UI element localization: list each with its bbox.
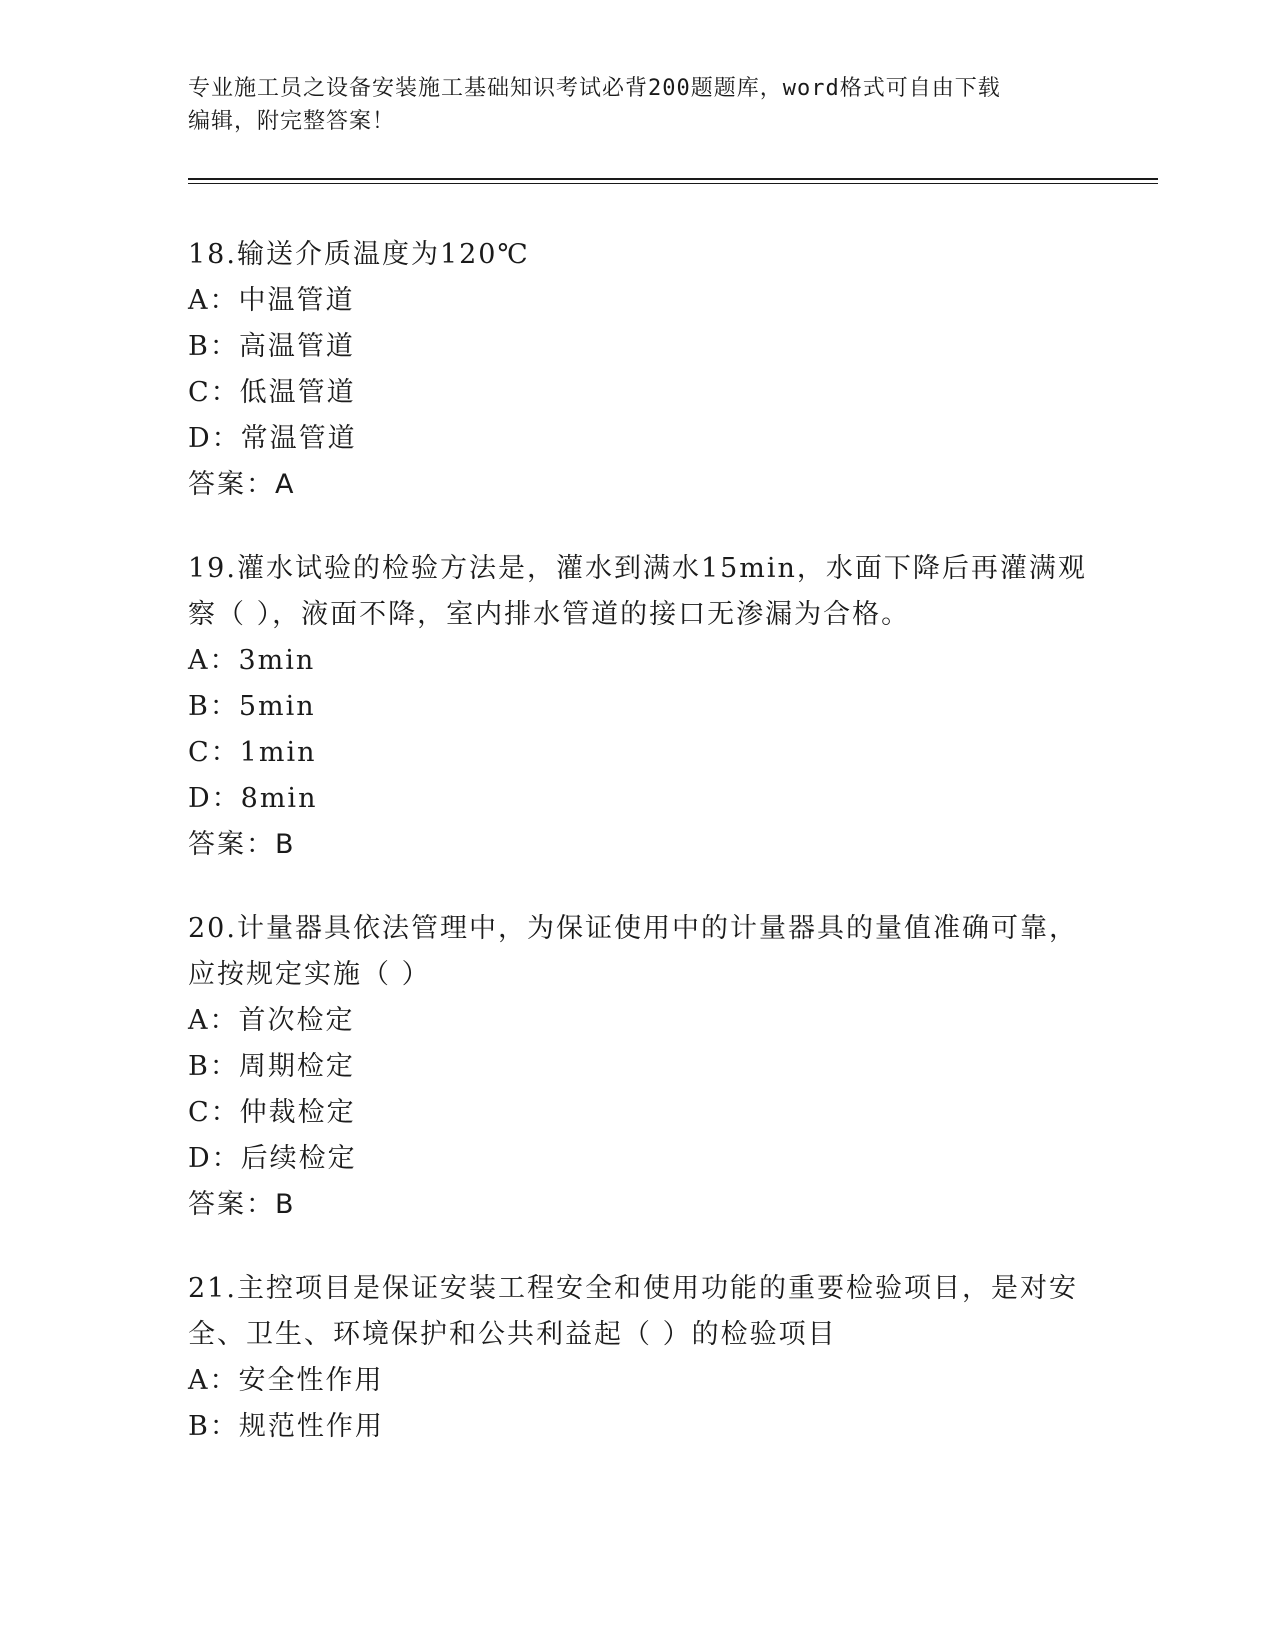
option-a: A：3min — [188, 645, 316, 676]
option-d: D：常温管道 — [188, 423, 357, 454]
option-c: C：低温管道 — [188, 377, 356, 408]
answer: 答案：A — [188, 469, 296, 500]
answer: 答案：B — [188, 1189, 296, 1220]
option-b: B：高温管道 — [188, 331, 355, 362]
option-a: A：安全性作用 — [188, 1365, 384, 1396]
question-19 — [188, 546, 1088, 868]
answer: 答案：B — [188, 829, 296, 860]
header-line-2: 编辑，附完整答案！ — [188, 109, 396, 134]
header-divider-thick — [188, 178, 1158, 180]
question-20 — [188, 906, 1088, 1228]
option-a: A：首次检定 — [188, 1005, 355, 1036]
option-c: C：1min — [188, 737, 317, 768]
option-b: B：规范性作用 — [188, 1411, 384, 1442]
question-text-line: 察（ ），液面不降，室内排水管道的接口无渗漏为合格。 — [188, 599, 911, 630]
document-header — [188, 72, 1088, 138]
question-text-line: 全、卫生、环境保护和公共利益起（ ）的检验项目 — [188, 1319, 837, 1350]
question-text-line: 20.计量器具依法管理中，为保证使用中的计量器具的量值准确可靠， — [188, 913, 1078, 944]
option-b: B：5min — [188, 691, 316, 722]
question-text-line: 应按规定实施（ ） — [188, 959, 431, 990]
header-line-1: 专业施工员之设备安装施工基础知识考试必背200题题库，word格式可自由下载 — [188, 76, 1001, 101]
question-text-line: 19.灌水试验的检验方法是，灌水到满水15min，水面下降后再灌满观 — [188, 553, 1087, 584]
question-list — [188, 232, 1088, 1488]
option-d: D：8min — [188, 783, 318, 814]
question-21 — [188, 1266, 1088, 1450]
option-c: C：仲裁检定 — [188, 1097, 356, 1128]
option-a: A：中温管道 — [188, 285, 355, 316]
question-text-line: 18.输送介质温度为120℃ — [188, 239, 530, 270]
option-d: D：后续检定 — [188, 1143, 357, 1174]
question-text-line: 21.主控项目是保证安装工程安全和使用功能的重要检验项目，是对安 — [188, 1273, 1078, 1304]
header-divider-thin — [188, 183, 1158, 184]
question-18 — [188, 232, 1088, 508]
option-b: B：周期检定 — [188, 1051, 355, 1082]
